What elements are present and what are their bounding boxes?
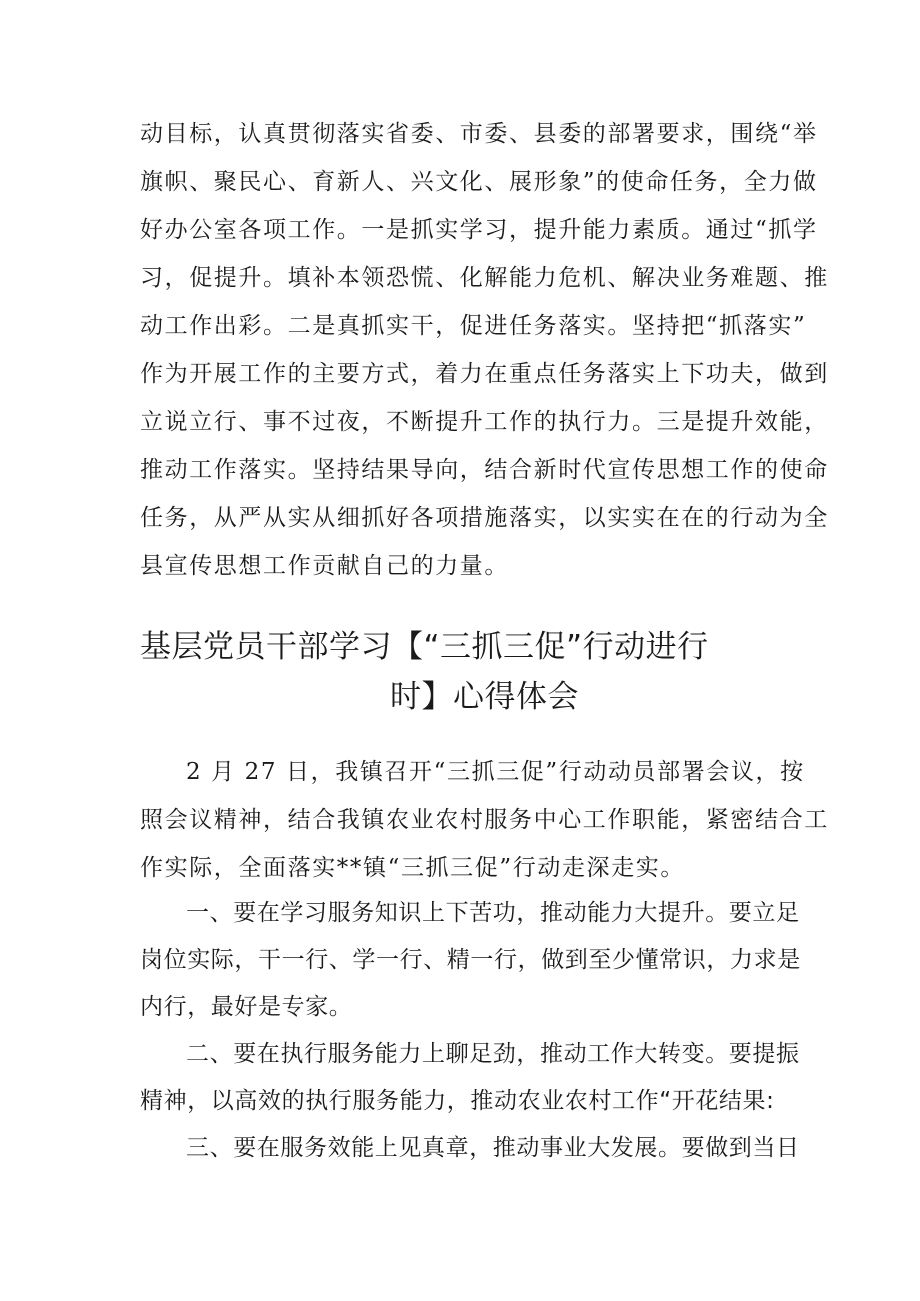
point-line: 二、要在执行服务能力上聊足劲，推动工作大转变。要提振: [186, 1041, 800, 1067]
continued-paragraph: [140, 110, 829, 590]
text-line: 好办公室各项工作。一是抓实学习，提升能力素质。通过“抓学: [140, 217, 818, 243]
point-line: 岗位实际，干一行、学一行、精一行，做到至少懂常识，力求是: [140, 947, 801, 973]
point-line: 内行，最好是专家。: [140, 994, 353, 1020]
article-heading: [140, 622, 790, 722]
points-section: [140, 890, 801, 1172]
text-line: 2 月 27 日，我镇召开“三抓三促”行动动员部署会议，按: [186, 759, 805, 785]
text-line: 动工作出彩。二是真抓实干，促进任务落实。坚持把“抓落实”: [140, 313, 807, 339]
text-line: 动目标，认真贯彻落实省委、市委、县委的部署要求，围绕“举: [140, 121, 818, 147]
heading-line: 基层党员干部学习【“三抓三促”行动进行: [140, 629, 709, 665]
text-line: 任务，从严从实从细抓好各项措施落实，以实实在在的行动为全: [140, 505, 829, 531]
text-line: 作为开展工作的主要方式，着力在重点任务落实上下功夫，做到: [140, 361, 829, 387]
text-line: 旗帜、聚民心、育新人、兴文化、展形象”的使命任务，全力做: [140, 169, 818, 195]
text-line: 推动工作落实。坚持结果导向，结合新时代宣传思想工作的使命: [140, 457, 829, 483]
point-line: 精神，以高效的执行服务能力，推动农业农村工作“开花结果:: [140, 1088, 775, 1114]
point-line: 一、要在学习服务知识上下苦功，推动能力大提升。要立足: [186, 900, 800, 926]
intro-paragraph: [140, 748, 829, 892]
text-line: 照会议精神，结合我镇农业农村服务中心工作职能，紧密结合工: [140, 807, 829, 833]
text-line: 习，促提升。填补本领恐慌、化解能力危机、解决业务难题、推: [140, 265, 829, 291]
point-line: 三、要在服务效能上见真章，推动事业大发展。要做到当日: [186, 1135, 800, 1161]
text-line: 作实际，全面落实**镇“三抓三促”行动走深走实。: [140, 855, 685, 881]
text-line: 立说立行、事不过夜，不断提升工作的执行力。三是提升效能，: [140, 409, 829, 435]
text-line: 县宣传思想工作贡献自己的力量。: [140, 553, 509, 579]
heading-line: 时】心得体会: [390, 679, 579, 715]
